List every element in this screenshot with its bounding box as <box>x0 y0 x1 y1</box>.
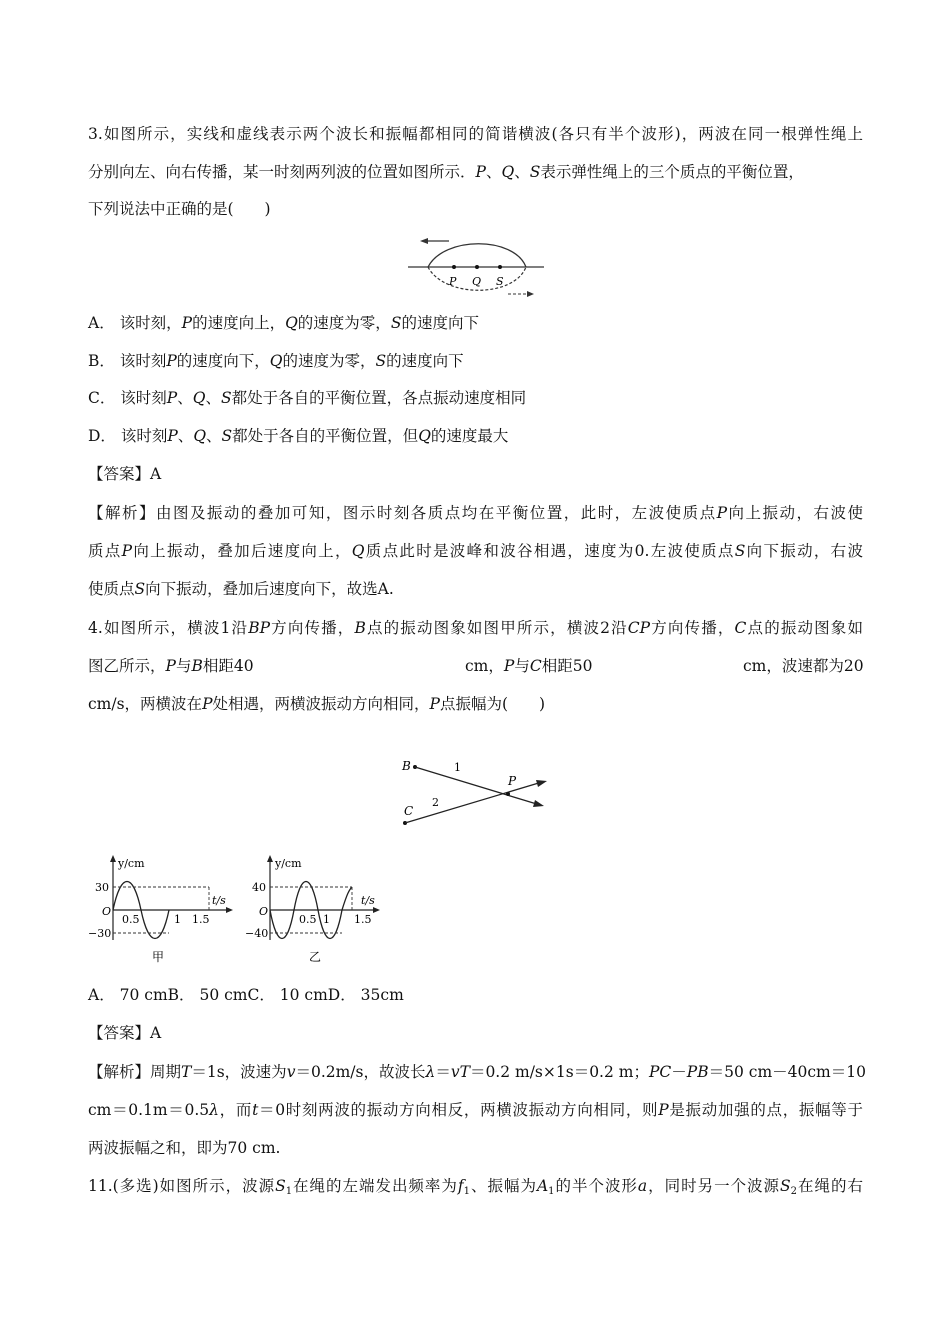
q3-option-a: A． 该时刻，P的速度向上，Q的速度为零，S的速度向下 <box>88 314 479 332</box>
y-max-label: 40 <box>252 881 266 894</box>
q3-stem-line1: 3.如图所示，实线和虚线表示两个波长和振幅都相同的简谐横波(各只有半个波形)，两波在同一根弹性绳上 <box>88 125 863 143</box>
tick-1-5: 1.5 <box>354 913 372 926</box>
graph-jia <box>88 852 236 964</box>
tick-1: 1 <box>323 913 330 926</box>
q11-stem-line1: 11.(多选)如图所示，波源$S_1$在绳的左端发出频率为$f_1$、振幅为$A_1$的半个波形a，同时另一个波源$S_2$在绳的右 <box>88 1177 863 1197</box>
label-c: C <box>404 804 414 818</box>
tick-1: 1 <box>174 913 181 926</box>
label-s: S <box>496 275 504 288</box>
label-q: Q <box>472 275 482 288</box>
q3-option-b: B． 该时刻P的速度向下，Q的速度为零，S的速度向下 <box>88 352 464 370</box>
point-p <box>452 265 456 269</box>
q4-stem-line1: 4.如图所示，横波1沿BP方向传播，B点的振动图象如图甲所示，横波2沿CP方向传播，C点的振动图象如 <box>88 619 863 637</box>
q4-explanation-line1: 【解析】周期T＝1s，波速为v＝0.2m/s，故波长λ＝vT＝0.2 m/s×1s＝0.2 m；PC－PB＝50 cm－40cm＝10 <box>88 1063 866 1081</box>
q3-explanation-line1: 【解析】由图及振动的叠加可知，图示时刻各质点均在平衡位置，此时，左波使质点P向上振动，右波使 <box>88 504 863 522</box>
y-axis-arrow <box>267 855 273 862</box>
document-page: 3.如图所示，实线和虚线表示两个波长和振幅都相同的简谐横波(各只有半个波形)，两波在同一根弹性绳上 分别向左、向右传播，某一时刻两列波的位置如图所示．P、Q、S表示弹性绳上的三个质点的平衡位置， 下列说法中正确的是( ) P Q S A． 该时刻，P的速度向上，Q的速度为零，S的速度向下 B． 该时刻P的速度向下，Q的速度为零，S的速度向下 C． 该时刻P、Q、S都处于各自的平衡位置，各点振动速度相同 D． 该时刻P、Q、S都处于各自的平衡位置，但Q的速度最大 【答案】A 【解析】由图及振动的叠加可知，图示时刻各质点均在平衡位置，此时，左波使质点P向上振动，右波使 质点P向上振动，叠加后速度向上，Q质点此时是波峰和波谷相遇，速度为0.左波使质点S向下振动，右波 使质点S向下振动，叠加后速度向下，故选A. 4.如图所示，横波1沿BP方向传播，B点的振动图象如图甲所示，横波2沿CP方向传播，C点的振动图象如 图乙所示，P与B相距40 cm，P与C相距50 cm，波速都为20 cm/s，两横波在P处相遇，两横波振动方向相同，P点振幅为( ) B 1 C 2 P y/cm t/s 30 −30 O 0.5 1 1.5 甲 y/cm t/s 40 −40 O 0.5 1 1.5 乙 A． 70 cmB． 50 cmC． 10 cmD． 35cm 【答案】A 【解析】周期T＝1s，波速为v＝0.2m/s，故波长λ＝vT＝0.2 m/s×1s＝0.2 m；PC－PB＝50 cm－40cm＝10 cm＝0.1m＝0.5λ，而t＝0时刻两波的振动方向相反，两横波振动方向相同，则P是振动加强的点，振幅等于 两波振幅之和，即为70 cm. 11.(多选)如图所示，波源$S_1$在绳的左端发出频率为$f_1$、振幅为$A_1$的半个波形a，同时另一个波源$S_2$在绳的右 <box>88 125 866 1197</box>
q4-explanation-line2: cm＝0.1m＝0.5λ，而t＝0时刻两波的振动方向相反，两横波振动方向相同，则P是振动加强的点，振幅等于 <box>88 1101 863 1119</box>
y-max-label: 30 <box>95 881 109 894</box>
tick-0-5: 0.5 <box>122 913 140 926</box>
label-wave-2: 2 <box>432 796 439 809</box>
point-q <box>475 265 479 269</box>
label-p: P <box>449 275 457 288</box>
q3-option-c: C． 该时刻P、Q、S都处于各自的平衡位置，各点振动速度相同 <box>88 389 527 407</box>
t-axis-arrow <box>226 907 233 913</box>
solid-half-wave <box>428 244 526 267</box>
caption-yi: 乙 <box>309 950 322 964</box>
origin-label: O <box>102 905 112 918</box>
q3-answer: 【答案】A <box>88 465 162 483</box>
t-label: t/s <box>361 894 375 907</box>
point-s <box>498 265 502 269</box>
q3-stem-line3: 下列说法中正确的是( ) <box>88 200 271 218</box>
label-wave-1: 1 <box>454 761 461 774</box>
q3-explanation-line2: 质点P向上振动，叠加后速度向上，Q质点此时是波峰和波谷相遇，速度为0.左波使质点S向下振动，右波 <box>88 542 863 560</box>
tick-0-5: 0.5 <box>299 913 317 926</box>
y-min-label: −40 <box>245 927 269 940</box>
line-cp <box>405 782 542 823</box>
q3-explanation-line3: 使质点S向下振动，叠加后速度向下，故选A. <box>88 580 394 598</box>
label-p: P <box>508 774 517 788</box>
tick-1-5: 1.5 <box>192 913 210 926</box>
q4-answer: 【答案】A <box>88 1024 162 1042</box>
graph-yi <box>243 852 383 964</box>
point-p <box>506 792 510 796</box>
q3-wave-figure <box>404 232 544 302</box>
label-b: B <box>402 759 411 773</box>
q3-stem-line2: 分别向左、向右传播，某一时刻两列波的位置如图所示．P、Q、S表示弹性绳上的三个质点的平衡位置， <box>88 163 804 181</box>
q4-options: A． 70 cmB． 50 cmC． 10 cmD． 35cm <box>88 986 404 1004</box>
t-label: t/s <box>212 894 226 907</box>
y-axis-arrow <box>110 855 116 862</box>
origin-label: O <box>259 905 269 918</box>
caption-jia: 甲 <box>152 950 165 964</box>
right-arrow-head <box>527 291 534 297</box>
q4-stem-line3: cm/s，两横波在P处相遇，两横波振动方向相同，P点振幅为( ) <box>88 695 546 713</box>
line-cp-arrow <box>536 780 547 787</box>
y-label: y/cm <box>118 857 145 870</box>
y-label: y/cm <box>275 857 302 870</box>
q4-explanation-line3: 两波振幅之和，即为70 cm. <box>88 1139 281 1157</box>
q3-option-d: D． 该时刻P、Q、S都处于各自的平衡位置，但Q的速度最大 <box>88 427 509 445</box>
t-axis-arrow <box>373 907 380 913</box>
line-bp-arrow <box>533 800 544 807</box>
q4-ray-figure <box>398 755 558 830</box>
y-min-label: −30 <box>88 927 112 940</box>
left-arrow-head <box>420 238 428 244</box>
